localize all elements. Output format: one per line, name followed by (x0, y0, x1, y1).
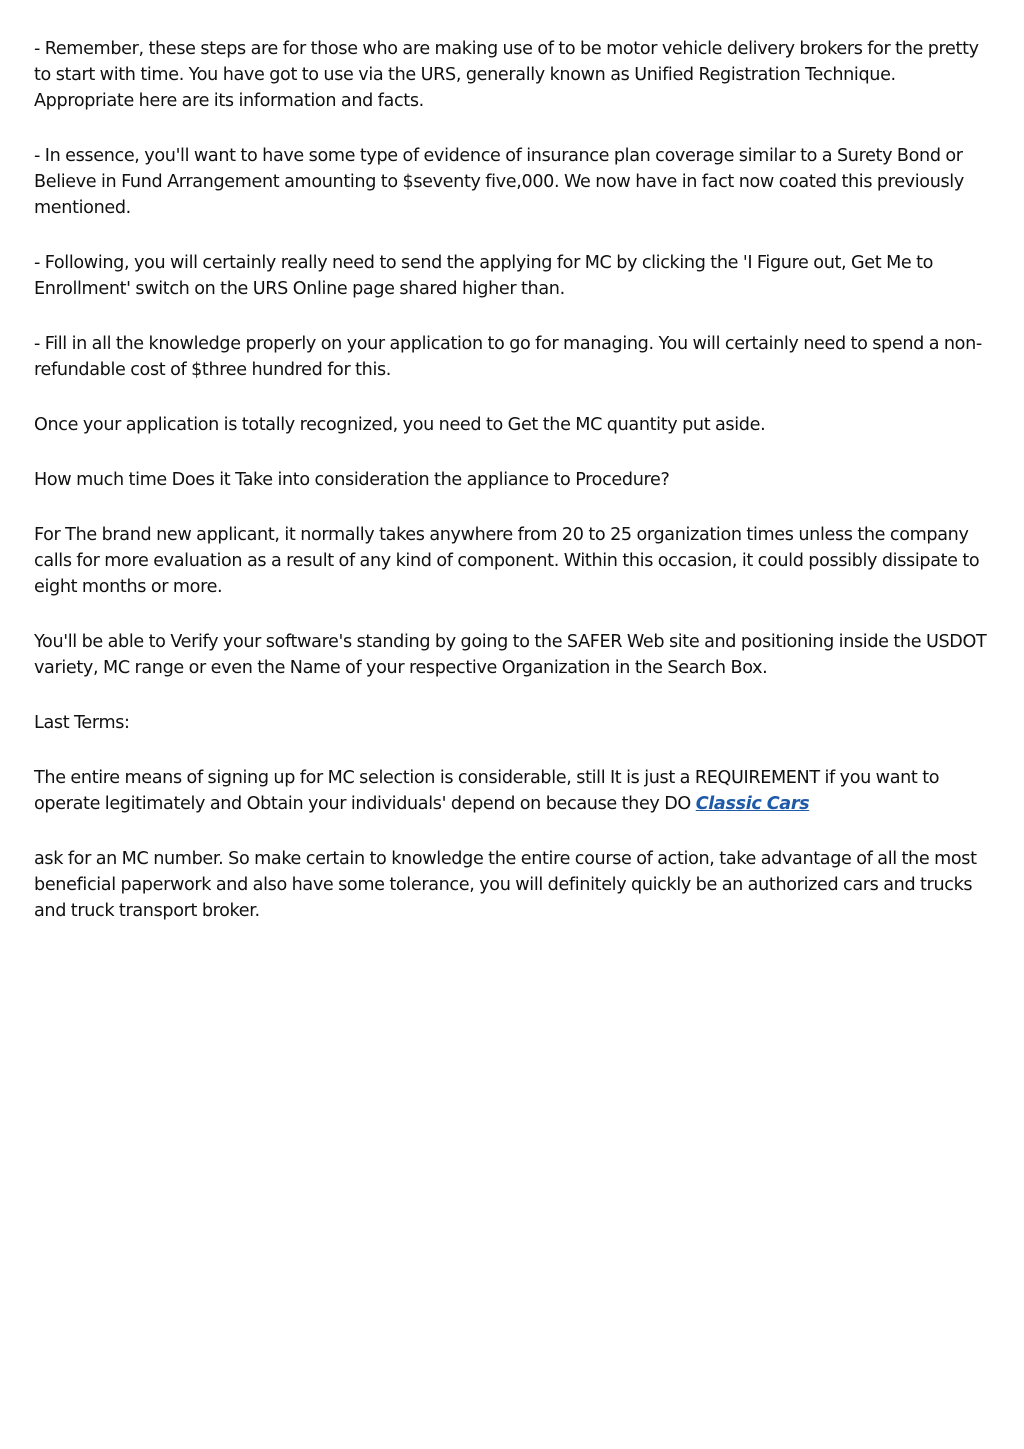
paragraph-with-link (34, 765, 996, 817)
paragraph-urs-steps: - Remember, these steps are for those who are making use of to be motor vehicle delivery brokers for the pretty to start with time. You have got to use via the URS, generally known as Unified Registration Technique. Appropriate here are its information and facts. (34, 39, 979, 111)
paragraph-verify-standing: You'll be able to Verify your software's standing by going to the SAFER Web site and positioning inside the USDOT variety, MC range or even the Name of your respective Organization in the Search Box. (34, 632, 987, 678)
paragraph-send-application: - Following, you will certainly really need to send the applying for MC by clicking the 'I Figure out, Get Me to Enrollment' switch on the URS Online page shared higher than. (34, 253, 934, 299)
paragraph-application-recognized: Once your application is totally recognized, you need to Get the MC quantity put aside. (34, 415, 766, 435)
paragraph-last-terms-heading: Last Terms: (34, 713, 130, 733)
paragraph-link-lead-text: The entire means of signing up for MC selection is considerable, still It is just a REQUIREMENT if you want to operate legitimately and Obtain your individuals' depend on because they DO (34, 768, 940, 814)
paragraph-fill-knowledge: - Fill in all the knowledge properly on your application to go for managing. You will certainly need to spend a non-refundable cost of $three hundred for this. (34, 334, 982, 380)
classic-cars-link[interactable]: Classic Cars (695, 794, 810, 814)
document-body (34, 36, 996, 953)
paragraph-final: ask for an MC number. So make certain to knowledge the entire course of action, take advantage of all the most beneficial paperwork and also have some tolerance, you will definitely quickly be an authorized cars and trucks and truck transport broker. (34, 849, 977, 921)
paragraph-processing-time: For The brand new applicant, it normally takes anywhere from 20 to 25 organization times unless the company calls for more evaluation as a result of any kind of component. Within this occasion, it could possibly dissipate to eight months or more. (34, 525, 980, 597)
paragraph-processing-question: How much time Does it Take into consideration the appliance to Procedure? (34, 470, 670, 490)
paragraph-insurance-evidence: - In essence, you'll want to have some type of evidence of insurance plan coverage similar to a Surety Bond or Believe in Fund Arrangement amounting to $seventy five,000. We now have in fact now coated this previously mentioned. (34, 146, 964, 218)
